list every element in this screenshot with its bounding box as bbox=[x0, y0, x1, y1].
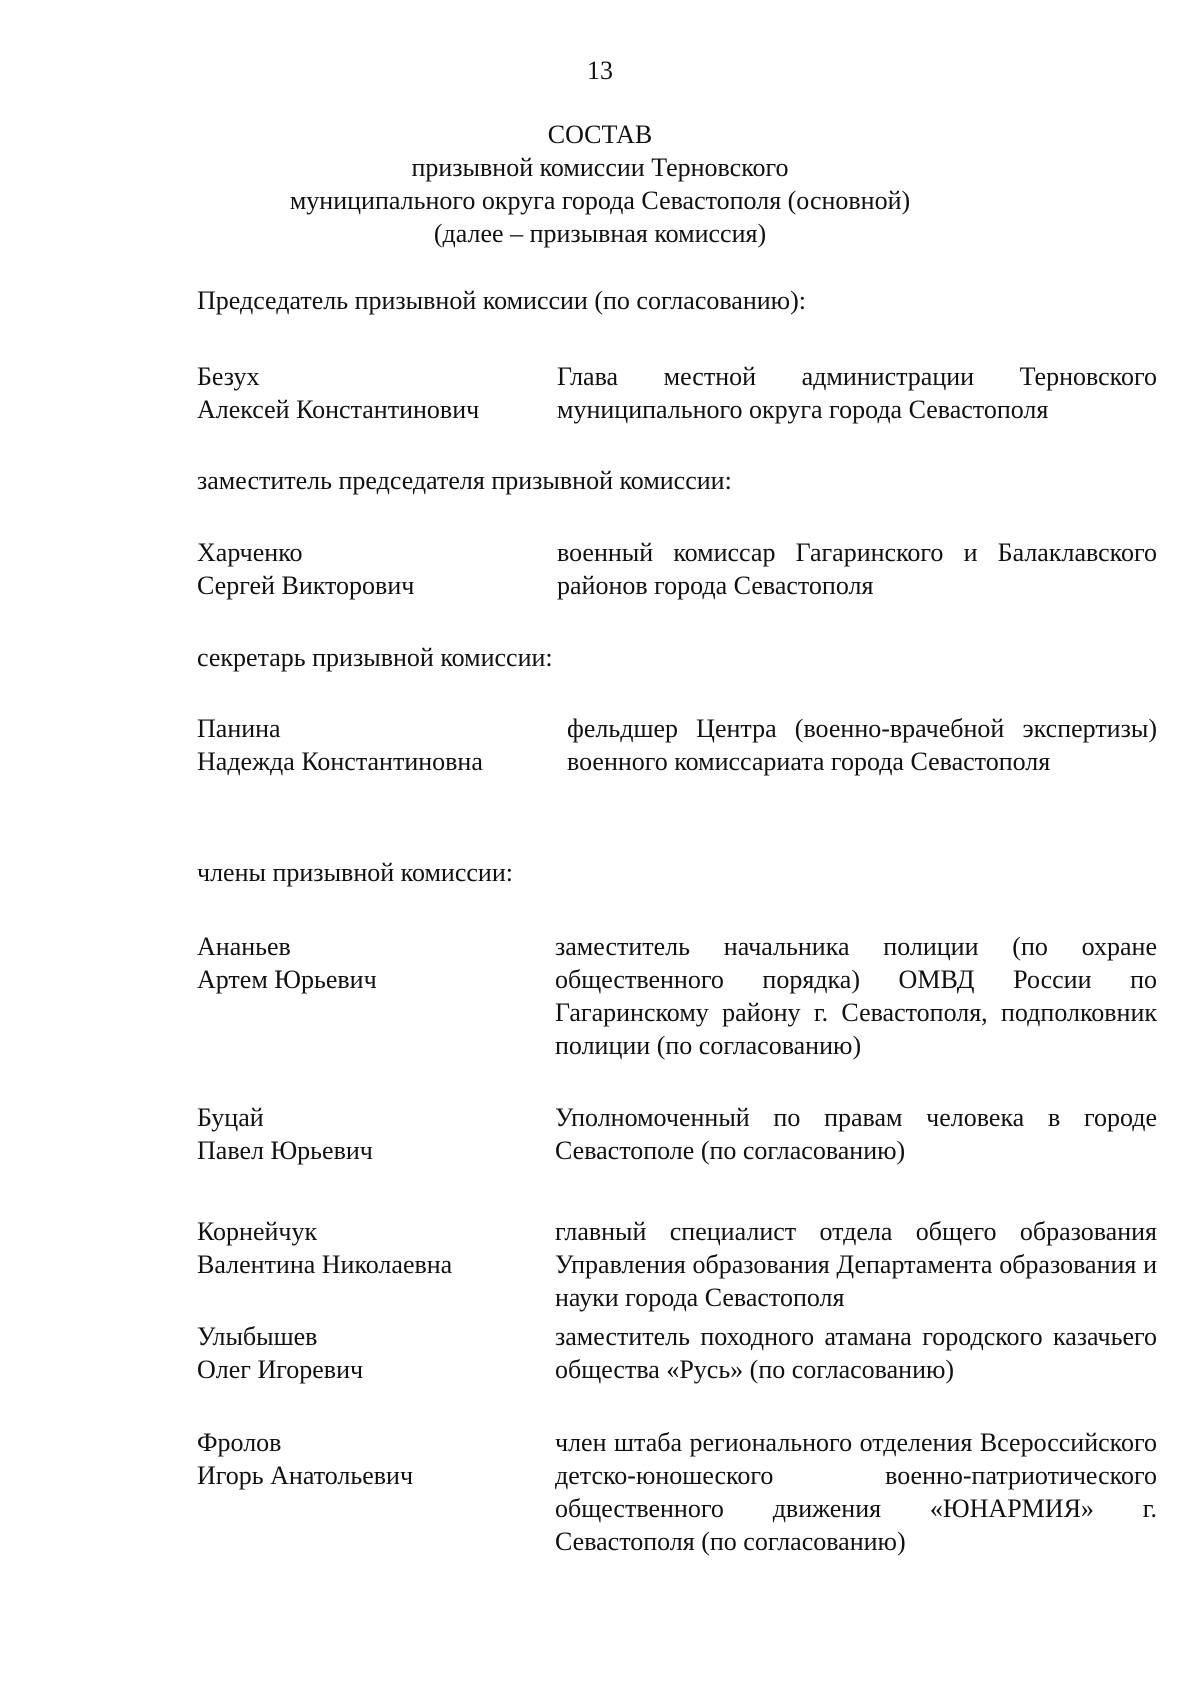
secretary-heading: секретарь призывной комиссии: bbox=[197, 643, 553, 672]
person-given-names: Павел Юрьевич bbox=[197, 1136, 373, 1165]
person-position: Уполномоченный по правам человека в городе Севастополе (по согласованию) bbox=[555, 1103, 1157, 1165]
person-surname: Улыбышев bbox=[197, 1322, 318, 1351]
person-position: фельдшер Центра (военно-врачебной экспертизы) военного комиссариата города Севастополя bbox=[567, 714, 1157, 776]
person-position: военный комиссар Гагаринского и Балаклавского районов города Севастополя bbox=[557, 538, 1157, 600]
person-given-names: Игорь Анатольевич bbox=[197, 1461, 414, 1490]
person-position: заместитель начальника полиции (по охране общественного порядка) ОМВД России по Гагаринскому району г. Севастополя, подполковник полиции (по согласованию) bbox=[555, 932, 1157, 1060]
person-name bbox=[197, 930, 537, 996]
person-surname: Харченко bbox=[197, 538, 303, 567]
person-given-names: Алексей Константинович bbox=[197, 395, 480, 424]
document-title bbox=[0, 118, 1200, 250]
title-line: призывной комиссии Терновского bbox=[411, 153, 789, 182]
deputy-heading: заместитель председателя призывной комиссии: bbox=[197, 466, 732, 495]
person-name bbox=[197, 712, 537, 778]
person-surname: Фролов bbox=[197, 1428, 282, 1457]
title-line: муниципального округа города Севастополя (основной) bbox=[289, 186, 911, 215]
person-surname: Ананьев bbox=[197, 932, 291, 961]
person-position: главный специалист отдела общего образования Управления образования Департамента образования и науки города Севастополя bbox=[555, 1217, 1157, 1312]
person-position: член штаба регионального отделения Всероссийского детско-юношеского военно-патриотического общественного движения «ЮНАРМИЯ» г. Севастополя (по согласованию) bbox=[555, 1428, 1157, 1556]
person-name bbox=[197, 536, 537, 602]
person-given-names: Надежда Константиновна bbox=[197, 747, 483, 776]
person-surname: Панина bbox=[197, 714, 281, 743]
person-given-names: Олег Игоревич bbox=[197, 1355, 364, 1384]
page-number: 13 bbox=[587, 56, 613, 85]
person-name bbox=[197, 1215, 537, 1281]
person-given-names: Валентина Николаевна bbox=[197, 1250, 453, 1279]
members-heading: члены призывной комиссии: bbox=[197, 858, 513, 887]
person-name bbox=[197, 360, 537, 426]
person-surname: Корнейчук bbox=[197, 1217, 318, 1246]
title-line: (далее – призывная комиссия) bbox=[433, 219, 767, 248]
person-name bbox=[197, 1426, 537, 1492]
person-position: заместитель походного атамана городского казачьего общества «Русь» (по согласованию) bbox=[555, 1322, 1157, 1384]
person-name bbox=[197, 1320, 537, 1386]
person-position: Глава местной администрации Терновского муниципального округа города Севастополя bbox=[557, 362, 1157, 424]
person-given-names: Артем Юрьевич bbox=[197, 965, 377, 994]
person-name bbox=[197, 1101, 537, 1167]
chairman-heading: Председатель призывной комиссии (по согласованию): bbox=[197, 286, 806, 315]
title-line: СОСТАВ bbox=[547, 120, 653, 149]
person-surname: Безух bbox=[197, 362, 260, 391]
person-surname: Буцай bbox=[197, 1103, 264, 1132]
person-given-names: Сергей Викторович bbox=[197, 571, 415, 600]
